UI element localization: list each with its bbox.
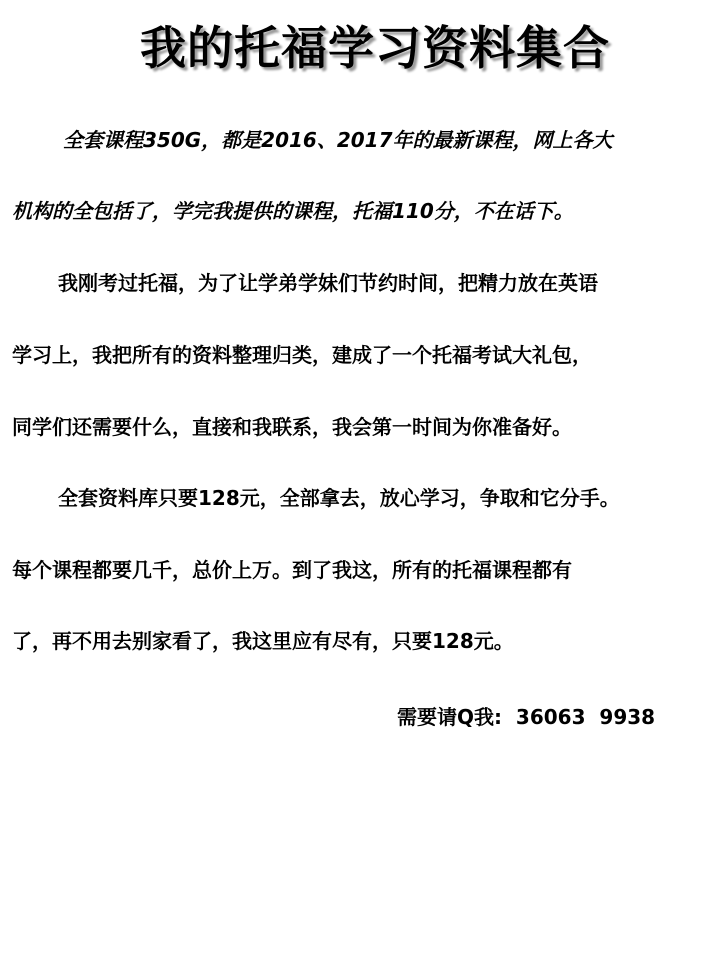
contact-info: 需要请Q我: 36063 9938 xyxy=(397,705,656,729)
paragraph-2-line-1: 我刚考过托福，为了让学弟学妹们节约时间，把精力放在英语 xyxy=(58,271,598,295)
paragraph-3-line-3: 了，再不用去别家看了，我这里应有尽有，只要128元。 xyxy=(12,629,514,653)
paragraph-2-line-2: 学习上，我把所有的资料整理归类，建成了一个托福考试大礼包， xyxy=(12,343,592,367)
paragraph-1-line-1: 全套课程350G，都是2016、2017年的最新课程，网上各大 xyxy=(63,128,613,152)
paragraph-2-line-3: 同学们还需要什么，直接和我联系，我会第一时间为你准备好。 xyxy=(12,415,572,439)
paragraph-3-line-1: 全套资料库只要128元，全部拿去，放心学习，争取和它分手。 xyxy=(58,486,620,510)
page-title: 我的托福学习资料集合 xyxy=(140,21,610,75)
paragraph-1-line-2: 机构的全包括了，学完我提供的课程，托福110分，不在话下。 xyxy=(12,199,574,223)
paragraph-3-line-2: 每个课程都要几千，总价上万。到了我这，所有的托福课程都有 xyxy=(12,558,572,582)
